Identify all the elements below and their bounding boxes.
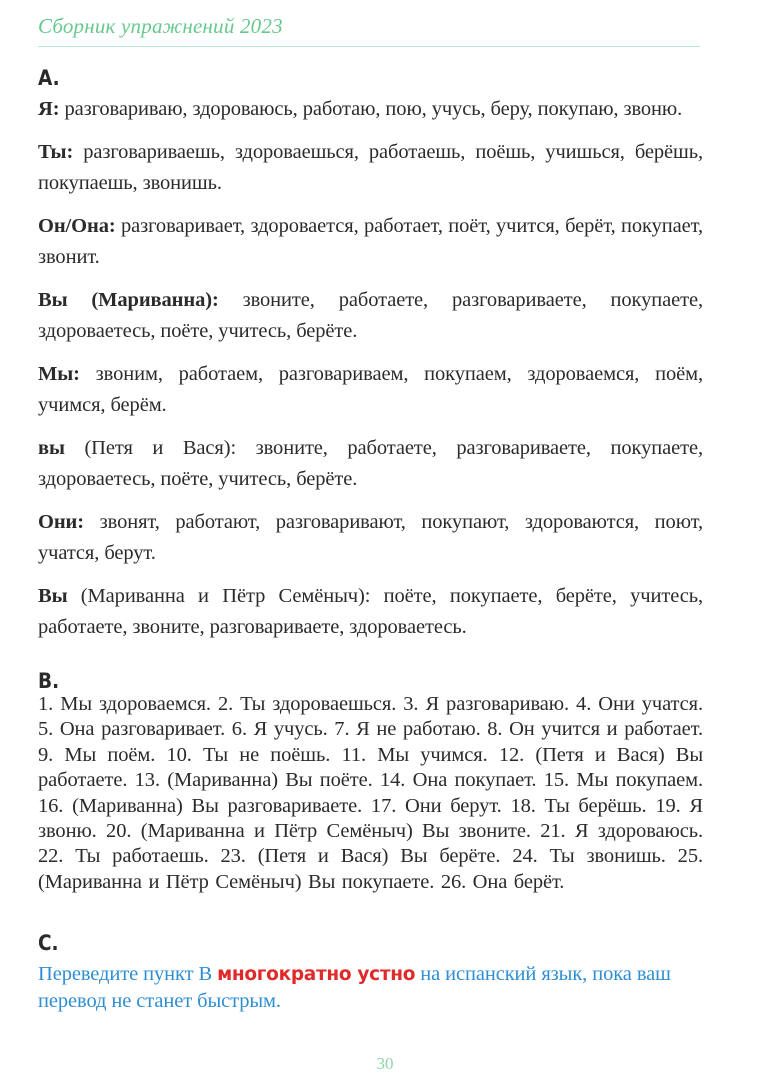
pronoun-note: (Петя и Вася): (64, 437, 237, 459)
pronoun-label: Мы: (38, 363, 80, 385)
conjugation-entry-ty (38, 137, 703, 199)
section-b-label: B. (38, 669, 60, 693)
pronoun-label: Я: (38, 98, 60, 120)
conjugation-entry-oni (38, 507, 703, 569)
section-c-instruction (38, 961, 703, 1014)
pronoun-label: Вы (Мариванна): (38, 289, 219, 311)
verb-forms: разговариваю, здороваюсь, работаю, пою, учусь, беру, покупаю, звоню. (59, 98, 683, 120)
verb-forms: звоните, работаете, разговариваете, покупаете, здороваетесь, поёте, учитесь, берёте. (38, 289, 704, 342)
section-c (38, 929, 703, 1014)
verb-forms: звоните, работаете, разговариваете, покупаете, здороваетесь, поёте, учитесь, берёте. (38, 437, 703, 490)
verb-forms: звонят, работают, разговаривают, покупают, здороваются, поют, учатся, берут. (38, 511, 703, 564)
conjugation-entry-ya (38, 94, 703, 125)
header-title: Сборник упражнений 2023 (38, 14, 283, 38)
verb-forms: звоним, работаем, разговариваем, покупаем, здороваемся, поём, учимся, берём. (38, 363, 703, 416)
pronoun-label: Он/Она: (38, 215, 116, 237)
verb-forms: разговариваешь, здороваешься, работаешь, поёшь, учишься, берёшь, покупаешь, звонишь. (38, 141, 703, 194)
section-a (38, 64, 703, 643)
instruction-text-start: Переведите пункт B (38, 963, 218, 986)
conjugation-entry-vy-formal (38, 285, 703, 347)
page-content (38, 64, 703, 1014)
conjugation-entry-vy-plural (38, 433, 703, 495)
verb-forms: поёте, покупаете, берёте, учитесь, работаете, звоните, разговариваете, здороваетесь. (38, 585, 703, 638)
section-b (38, 670, 703, 895)
conjugation-entry-my (38, 359, 703, 421)
conjugation-entry-vy-formal-plural (38, 581, 703, 643)
verb-forms: разговаривает, здоровается, работает, поёт, учится, берёт, покупает, звонит. (38, 215, 703, 268)
conjugation-entry-on-ona (38, 211, 703, 273)
pronoun-label: Они: (38, 511, 84, 533)
pronoun-label: Вы (38, 585, 68, 607)
running-header (38, 12, 700, 47)
pronoun-note: (Мариванна и Пётр Семёныч): (67, 585, 371, 607)
section-a-label: A. (38, 66, 60, 90)
pronoun-label: вы (38, 437, 65, 459)
pronoun-label: Ты: (38, 141, 74, 163)
instruction-emphasis: многократно устно (217, 964, 416, 986)
page-number: 30 (376, 1054, 394, 1073)
section-b-sentences: 1. Мы здороваемся. 2. Ты здороваешься. 3. Я разговариваю. 4. Они учатся. 5. Она разговаривает. 6. Я учусь. 7. Я не работаю. 8. Он учится и работает. 9. Мы поём. 10. Ты не поёшь. 11. Мы учимся. 12. (Петя и Вася) Вы работаете. 13. (Мариванна) Вы поёте. 14. Она покупает. 15. Мы покупаем. 16. (Мариванна) Вы разговариваете. 17. Они берут. 18. Ты берёшь. 19. Я звоню. 20. (Мариванна и Пётр Семёныч) Вы звоните. 21. Я здороваюсь. 22. Ты работаешь. 23. (Петя и Вася) Вы берёте. 24. Ты звонишь. 25. (Мариванна и Пётр Семёныч) Вы покупаете. 26. Она берёт. (38, 693, 703, 893)
instruction-text-end: на испанский язык, пока ваш перевод не станет быстрым. (38, 963, 671, 1013)
section-c-label: C. (38, 931, 59, 956)
